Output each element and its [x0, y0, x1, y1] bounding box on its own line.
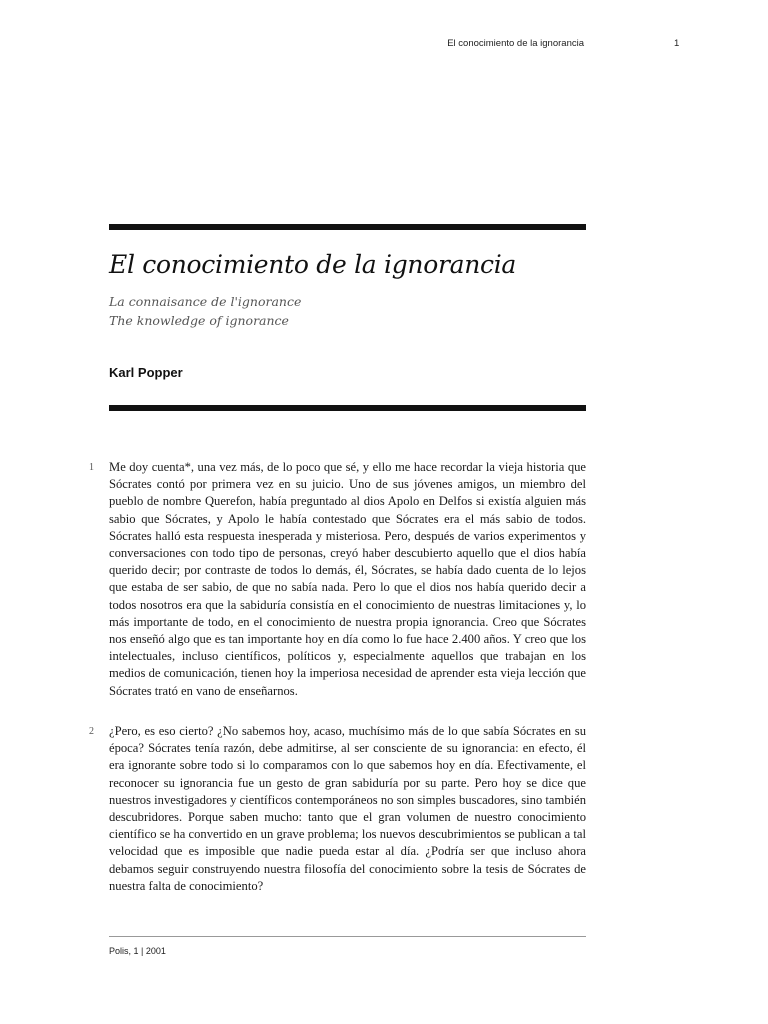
- paragraph-text: Me doy cuenta*, una vez más, de lo poco que sé, y ello me hace recordar la vieja historia que Sócrates contó por primera vez en su juicio. Uno de sus jóvenes amigos, un miembro del pueblo de nombre Querefon, había preguntado al dios Apolo en Delfos si existía alguien más sabio que Sócrates, y Apolo le había contestado que Sócrates era el más sabio de todos. Sócrates halló esta respuesta inesperada y misteriosa. Pero, después de varios experimentos y conversaciones con todo tipo de personas, creyó haber descubierto aquello que el dios había querido decir; por contraste de todos lo demás, él, Sócrates, se había dado cuenta de lo lejos que estaba de ser sabio, de que no sabía nada. Pero lo que el dios nos había querido decir a todos nosotros era que la sabiduría consistía en el conocimiento de nuestras limitaciones y, lo más importante de todo, en el conocimiento de nuestra propia ignorancia. Creo que Sócrates nos enseñó algo que es tan importante hoy en día como lo fue hace 2.400 años. Y creo que los intelectuales, incluso científicos, políticos y, especialmente aquellos que trabajan en los medios de comunicación, tienen hoy la imperiosa necesidad de aprender esta vieja lección que Sócrates trató en vano de enseñarnos.: [109, 460, 586, 698]
- footer-rule: [109, 936, 586, 937]
- paragraph-text: ¿Pero, es eso cierto? ¿No sabemos hoy, acaso, muchísimo más de lo que sabía Sócrates en su época? Sócrates tenía razón, debe admitirse, al ser consciente de su ignorancia: en efecto, él era ignorante sobre todo si lo comparamos con lo que sabemos hoy en día. Efectivamente, el reconocer su ignorancia fue un gesto de gran sabiduría por su parte. Pero hoy se dice que nuestros investigadores y científicos contemporáneos no son simples buscadores, sino también descubridores. Porque saben mucho: tanto que el gran volumen de nuestro conocimiento científico se ha convertido en un grave problema; los nuevos descubrimientos se publican a tal velocidad que es imposible que nadie pueda estar al día. ¿Podría ser que incluso ahora debamos seguir construyendo nuestra filosofía del conocimiento sobre la tesis de Sócrates de nuestra falta de conocimiento?: [109, 724, 586, 893]
- title-rule-top: [109, 224, 586, 230]
- subtitle-english: The knowledge of ignorance: [109, 313, 289, 328]
- paragraph-1: [89, 459, 586, 700]
- author-name: Karl Popper: [109, 365, 183, 380]
- paragraph-number: 2: [89, 726, 94, 737]
- subtitle-french: La connaisance de l'ignorance: [109, 294, 302, 309]
- subtitles: [109, 292, 301, 330]
- running-header: [0, 38, 768, 52]
- page-number: 1: [674, 38, 680, 49]
- article-title: El conocimiento de la ignorancia: [109, 250, 517, 279]
- title-rule-bottom: [109, 405, 586, 411]
- paragraph-2: [89, 723, 586, 895]
- footer-citation: Polis, 1 | 2001: [109, 946, 166, 956]
- paragraph-number: 1: [89, 462, 94, 473]
- running-title: El conocimiento de la ignorancia: [447, 38, 584, 49]
